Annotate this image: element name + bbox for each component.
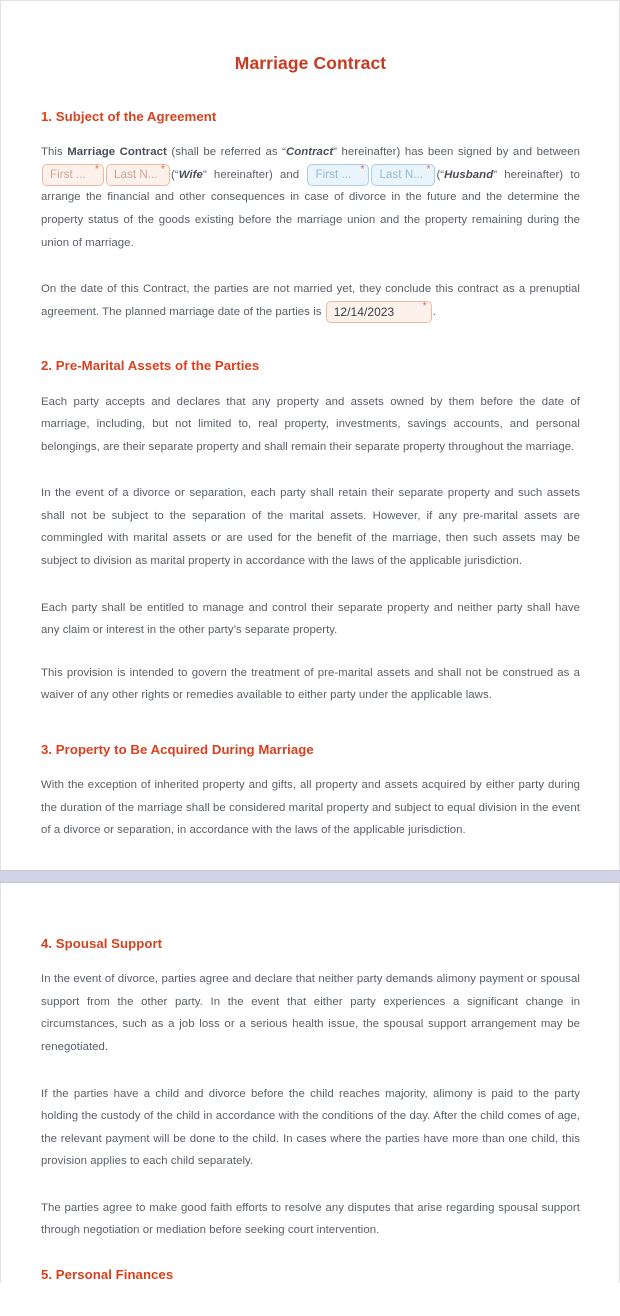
section-4-paragraph-2: If the parties have a child and divorce before the child reaches majority, alimony is paid to the party holding the custody of the child in accordance with the conditions of the day. After the child comes of age, the relevant payment will be done to the child. In cases where the parties have more than one child, this provision applies to each child separately. (41, 1087, 580, 1168)
section-heading-3: 3. Property to Be Acquired During Marriage (41, 742, 314, 758)
marriage-date-value: 12/14/2023 (333, 304, 395, 319)
husband-last-name-value: Last N... (379, 167, 424, 181)
husband-last-name-input[interactable] (371, 164, 435, 186)
contract-term-italic: Contract (285, 146, 334, 159)
husband-label-bold: Husband (444, 168, 494, 181)
intro-text-a: This (41, 146, 68, 159)
required-asterisk-icon: * (422, 300, 427, 312)
husband-first-name-input[interactable] (307, 164, 369, 186)
page-title: Marriage Contract (234, 53, 387, 73)
section-4-paragraph-3: The parties agree to make good faith efforts to resolve any disputes that arise regarding spousal support through negotiation or mediation before seeking court intervention. (41, 1201, 580, 1237)
husband-label-a: (“ (436, 168, 445, 181)
section-2-paragraph-1: Each party accepts and declares that any property and assets owned by them before the date of marriage, including, but not limited to, real property, investments, savings accounts, and personal belongings, are their separate property and shall remain their separate property throughout the marriage. (41, 395, 580, 453)
required-asterisk-icon: * (161, 163, 165, 175)
section-1-prenuptial-paragraph (41, 278, 580, 323)
wife-label-b: ” hereinafter) and (202, 168, 307, 181)
section-heading-2: 2. Pre-Marital Assets of the Parties (41, 358, 260, 374)
section-1-intro-paragraph (41, 141, 580, 254)
section-heading-4: 4. Spousal Support (41, 935, 163, 951)
wife-first-name-input[interactable] (42, 164, 104, 186)
wife-last-name-value: Last N... (114, 167, 158, 181)
intro-text-b: (shall be referred as “ (166, 146, 286, 159)
marriage-date-input[interactable] (326, 301, 432, 323)
document-page-2 (0, 883, 620, 1283)
required-asterisk-icon: * (95, 163, 99, 175)
intro-text-c: ” hereinafter) has been signed by and between (333, 146, 581, 159)
wife-label-a: (“ (171, 168, 179, 181)
prenup-text-b: . (432, 305, 436, 318)
section-heading-5: 5. Personal Finances (41, 1267, 174, 1283)
contract-term-bold: Marriage Contract (67, 146, 167, 159)
prenup-text-a: On the date of this Contract, the parties are not married yet, they conclude this contract as a prenuptial agreement. The planned marriage date of the parties is (41, 283, 580, 318)
wife-first-name-value: First ... (50, 167, 86, 181)
section-2-paragraph-4: This provision is intended to govern the treatment of pre-marital assets and shall not be construed as a waiver of any other rights or remedies available to either party under the applicable laws. (41, 666, 580, 702)
required-asterisk-icon: * (426, 163, 431, 175)
wife-last-name-input[interactable] (106, 164, 170, 186)
husband-label-b: ” hereinafter) to arrange the financial and other consequences in case of divorce in the future and the determine the property status of the goods existing before the marriage union and the property remaining during the union of marriage. (41, 168, 580, 249)
required-asterisk-icon: * (360, 163, 365, 175)
section-3-paragraph-1: With the exception of inherited property and gifts, all property and assets acquired by either party during the duration of the marriage shall be considered marital property and subject to equal division in the event of a divorce or separation, in accordance with the laws of the applicable jurisdiction. (41, 779, 580, 837)
section-2-paragraph-3: Each party shall be entitled to manage and control their separate property and neither party shall have any claim or interest in the other party’s separate property. (41, 601, 580, 637)
wife-label-bold: Wife (178, 168, 203, 181)
page-break-separator (0, 870, 620, 883)
section-4-paragraph-1: In the event of divorce, parties agree and declare that neither party demands alimony payment or spousal support from the other party. In the event that either party experiences a significant change in circumstances, such as a job loss or a serious health issue, the spousal support arrangement may be renegotiated. (41, 973, 580, 1053)
husband-first-name-value: First ... (315, 167, 352, 181)
section-2-paragraph-2: In the event of a divorce or separation, each party shall retain their separate property and such assets shall not be subject to the separation of the marital assets. However, if any pre-marital assets are commingled with marital assets or are used for the benefit of the marriage, then such assets may be subject to division as marital property in accordance with the laws of the applicable jurisdiction. (41, 487, 580, 568)
section-heading-1: 1. Subject of the Agreement (41, 109, 217, 124)
